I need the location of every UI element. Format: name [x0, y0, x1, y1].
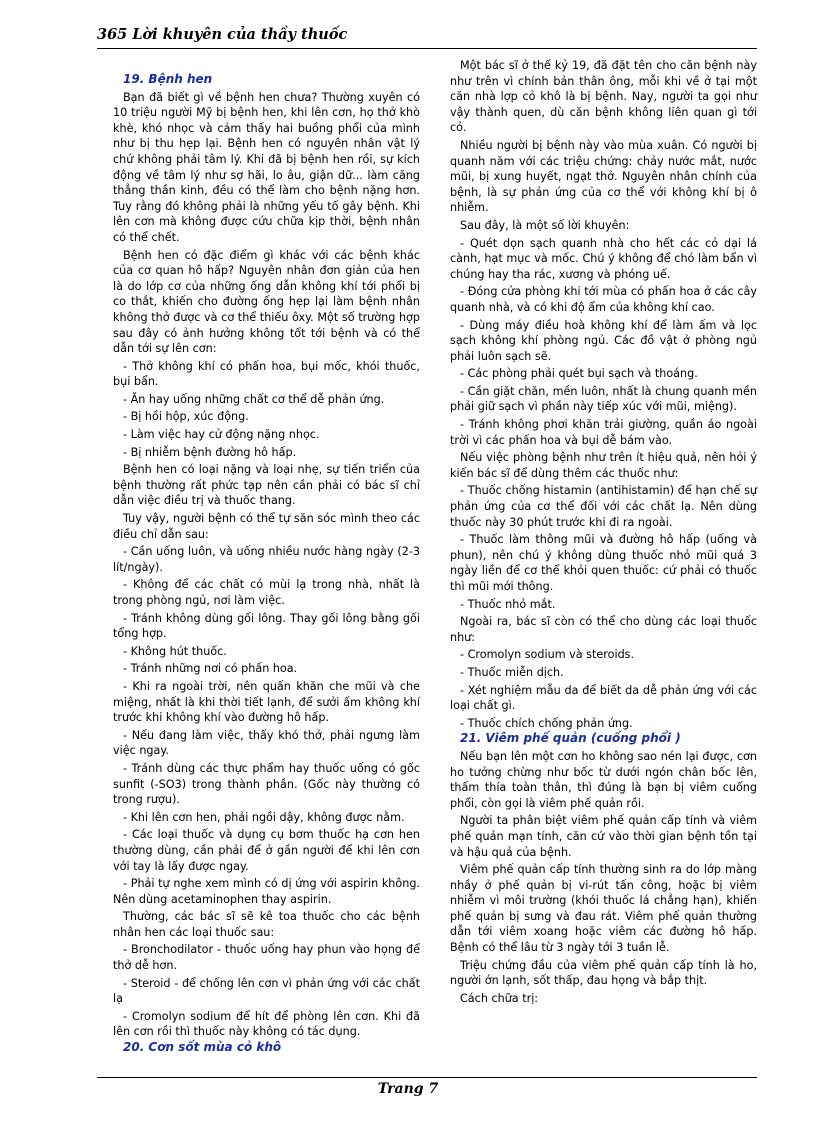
paragraph: - Bị nhiễm bệnh đường hô hấp.	[123, 445, 297, 459]
right-column	[450, 56, 757, 1006]
paragraph: - Khi ra ngoài trời, nên quấn khăn che mũi và che miệng, nhất là khi thời tiết lạnh, để sưởi ấm không khí trước khi không khí vào đường hô hấp.	[113, 679, 420, 725]
paragraph: - Khi lên cơn hen, phải ngồi dậy, không được nằm.	[123, 810, 405, 824]
paragraph: - Thuốc nhỏ mắt.	[460, 597, 556, 611]
paragraph: - Quét dọn sạch quanh nhà cho hết các cỏ dại lá cành, hạt mục và mốc. Chú ý không để chó làm bẩn vì chúng hay tha rác, xương và phóng uế.	[450, 236, 757, 281]
paragraph: - Ăn hay uống những chất cơ thể dễ phản ứng.	[123, 392, 385, 406]
paragraph: - Các loại thuốc và dụng cụ bơm thuốc hạ cơn hen thường dùng, cần phải để ở gần người để khi lên cơn với tay là lấy được ngay.	[113, 828, 420, 873]
paragraph: - Làm việc hay cử động nặng nhọc.	[123, 428, 320, 442]
left-paragraphs	[113, 90, 420, 1040]
paragraph: - Tránh những nơi có phấn hoa.	[123, 662, 298, 676]
paragraph: Một bác sĩ ở thế kỷ 19, đã đặt tên cho căn bệnh này như trên vì chính bản thân ông, mỗi khi về ở tại một căn nhà lợp cỏ khô là bị bệnh. Nay, người ta gọi như vậy thành quen, dù căn bệnh không liên quan gì tới cỏ.	[450, 59, 757, 135]
paragraph: Người ta phân biệt viêm phế quản cấp tính và viêm phế quản mạn tính, căn cứ vào thời gian bệnh tồn tại và hậu quả của bệnh.	[450, 814, 757, 859]
left-column	[113, 72, 420, 1056]
paragraph: Cách chữa trị:	[460, 991, 539, 1005]
section-heading-21: 21. Viêm phế quản (cuống phổi )	[460, 731, 681, 746]
paragraph: - Không hút thuốc.	[123, 644, 227, 658]
paragraph: Nếu bạn lên một cơn ho không sao nén lại được, cơn ho tưởng chừng như bốc từ dưới ngón chân bốc lên, thấm thía toàn thân, thì đúng là bạn bị viêm cuống phổi, còn gọi là viêm phế quản rồi.	[450, 749, 757, 810]
paragraph: Sau đây, là một số lời khuyên:	[460, 218, 630, 232]
paragraph: - Thở không khí có phấn hoa, bụi mốc, khói thuốc, bụi bẩn.	[113, 359, 420, 389]
paragraph: Tuy vậy, người bệnh có thể tự săn sóc mình theo các điều chỉ dẫn sau:	[113, 512, 420, 541]
paragraph: - Phải tự nghe xem mình có dị ứng với aspirin không. Nên dùng acetaminophen thay aspirin.	[113, 877, 420, 906]
paragraph: - Thuốc chích chống phản ứng.	[460, 716, 633, 730]
paragraph: Bệnh hen có đặc điểm gì khác với các bệnh khác của cơ quan hô hấp? Nguyên nhân đơn giản của hen là do lớp cơ của những ống dẫn không khí tới phổi bị co thắt, khiến cho đường ống hẹp lại làm bệnh nhân không thở được và cơ thể thiếu ôxy. Một số trường hợp sau đây có ảnh hưởng không tốt tới bệnh và có thể dẫn tới sự lên cơn:	[113, 248, 420, 356]
paragraph: - Steroid - để chống lên cơn vì phản ứng với các chất lạ	[113, 976, 420, 1006]
paragraph: - Tránh không phơi khăn trải giường, quần áo ngoài trời vì các phấn hoa và bụi dễ bám vào.	[450, 418, 757, 447]
paragraph: - Đóng cửa phòng khi tới mùa có phấn hoa ở các cây quanh nhà, và có khi độ ẩm của không khí cao.	[450, 285, 757, 314]
paragraph: - Thuốc chống histamin (antihistamin) để hạn chế sự phản ứng của cơ thể đối với các chất lạ. Nên dùng thuốc này 30 phút trước khi đi ra ngoài.	[450, 484, 757, 529]
paragraph: - Bị hồi hộp, xúc động.	[123, 410, 249, 424]
paragraph: Nếu việc phòng bệnh như trên ít hiệu quả, nên hỏi ý kiến bác sĩ để dùng thêm các thuốc như:	[450, 451, 757, 480]
paragraph: - Cần uống luôn, và uống nhiều nước hàng ngày (2-3 lít/ngày).	[113, 545, 420, 574]
section-heading-20: 20. Cơn sốt mùa cỏ khô	[123, 1040, 282, 1055]
section-heading-19: 19. Bệnh hen	[123, 72, 213, 86]
section-21-paragraphs	[450, 749, 757, 1007]
paragraph: Ngoài ra, bác sĩ còn có thể cho dùng các loại thuốc như:	[450, 615, 757, 644]
header-title: 365 Lời khuyên của thầy thuốc	[97, 26, 348, 43]
footer-rule	[97, 1077, 757, 1078]
section-20-paragraphs	[450, 58, 757, 731]
paragraph: - Tránh không dùng gối lông. Thay gối lông bằng gối tổng hợp.	[113, 611, 420, 641]
paragraph: Bệnh hen có loại nặng và loại nhẹ, sự tiến triển của bệnh thường rất phức tạp nên cần phải có bác sĩ chỉ dẫn việc điều trị và thuốc thang.	[113, 463, 420, 508]
paragraph: - Xét nghiệm mẫu da để biết da dễ phản ứng với các loại chất gì.	[450, 683, 757, 713]
paragraph: - Nếu đang làm việc, thấy khó thở, phải ngưng làm việc ngay.	[113, 728, 420, 758]
paragraph: - Tránh dùng các thực phẩm hay thuốc uống có gốc sunfit (-SO3) trong thành phần. (Gốc này thường có trong rượu).	[113, 761, 420, 807]
paragraph: Viêm phế quản cấp tính thường sinh ra do lớp màng nhầy ở phế quản bị vi-rút tấn công, hoặc bị viêm nhiễm vì môi trường (khói thuốc lá chẳng hạn), khiến phế quản bị sưng và đau rát. Viêm phế quản thường dẫn tới viêm xoang hoặc viêm các đường hô hấp. Bệnh có thể lâu từ 3 ngày tới 3 tuần lễ.	[450, 863, 757, 955]
page-number: Trang 7	[377, 1081, 439, 1097]
paragraph: - Cần giặt chăn, mền luôn, nhất là chung quanh mền phải giữ sạch vì phần này tiếp xúc với mũi, miệng).	[450, 384, 757, 414]
paragraph: - Các phòng phải quét bụi sạch và thoáng.	[460, 367, 698, 381]
page-header	[97, 22, 757, 49]
paragraph: - Thuốc làm thông mũi và đường hô hấp (uống và phun), nên chú ý không dùng thuốc nhỏ mũi quá 3 ngày liền để cơ thể khỏi quen thuốc: cứ phải có thuốc thì mũi mới thông.	[450, 533, 757, 593]
paragraph: - Cromolyn sodium và steroids.	[460, 648, 635, 662]
paragraph: Bạn đã biết gì về bệnh hen chưa? Thường xuyên có 10 triệu người Mỹ bị bệnh hen, khi lên cơn, họ thở khò khè, khó nhọc và cảm thấy hai buồng phổi của mình như bị thu hẹp lại. Bệnh hen có nguyên nhân vật lý chứ không phải tâm lý. Khi đã bị bệnh hen rồi, sự kích động về tâm lý như sợ hãi, lo âu, giận dữ... làm căng thẳng thần kinh, đều có thể làm cho bệnh nặng hơn. Tuy rằng đó không phải là những yếu tố gây bệnh. Khi lên cơn mà không được cứu chữa kịp thời, bệnh nhân có thể chết.	[113, 90, 420, 244]
paragraph: Triệu chứng đầu của viêm phế quản cấp tính là ho, người ớn lạnh, sốt thấp, đau họng và bắp thịt.	[450, 958, 757, 988]
paragraph: - Không để các chất có mùi lạ trong nhà, nhất là trong phòng ngủ, nơi làm việc.	[113, 578, 420, 607]
paragraph: - Dùng máy điều hoà không khí để làm ấm và lọc sạch không khí phòng ngủ. Các đồ vật ở phòng ngủ phải luôn sạch sẽ.	[450, 318, 757, 363]
paragraph: - Cromolyn sodium để hít để phòng lên cơn. Khi đã lên cơn rồi thì thuốc này không có tác dụng.	[113, 1009, 420, 1039]
paragraph: Thường, các bác sĩ sẽ kê toa thuốc cho các bệnh nhân hen các loại thuốc sau:	[113, 910, 420, 939]
paragraph: - Bronchodilator - thuốc uống hay phun vào họng để thở dễ hơn.	[113, 943, 420, 973]
paragraph: - Thuốc miễn dịch.	[460, 665, 564, 679]
paragraph: Nhiều người bị bệnh này vào mùa xuân. Có người bị quanh năm với các triệu chứng: chảy nước mắt, nước mũi, bị xung huyết, ngạt thở. Nguyên nhân chính của bệnh, là sự phản ứng của cơ thể với không khí bị ô nhiễm.	[450, 138, 757, 215]
